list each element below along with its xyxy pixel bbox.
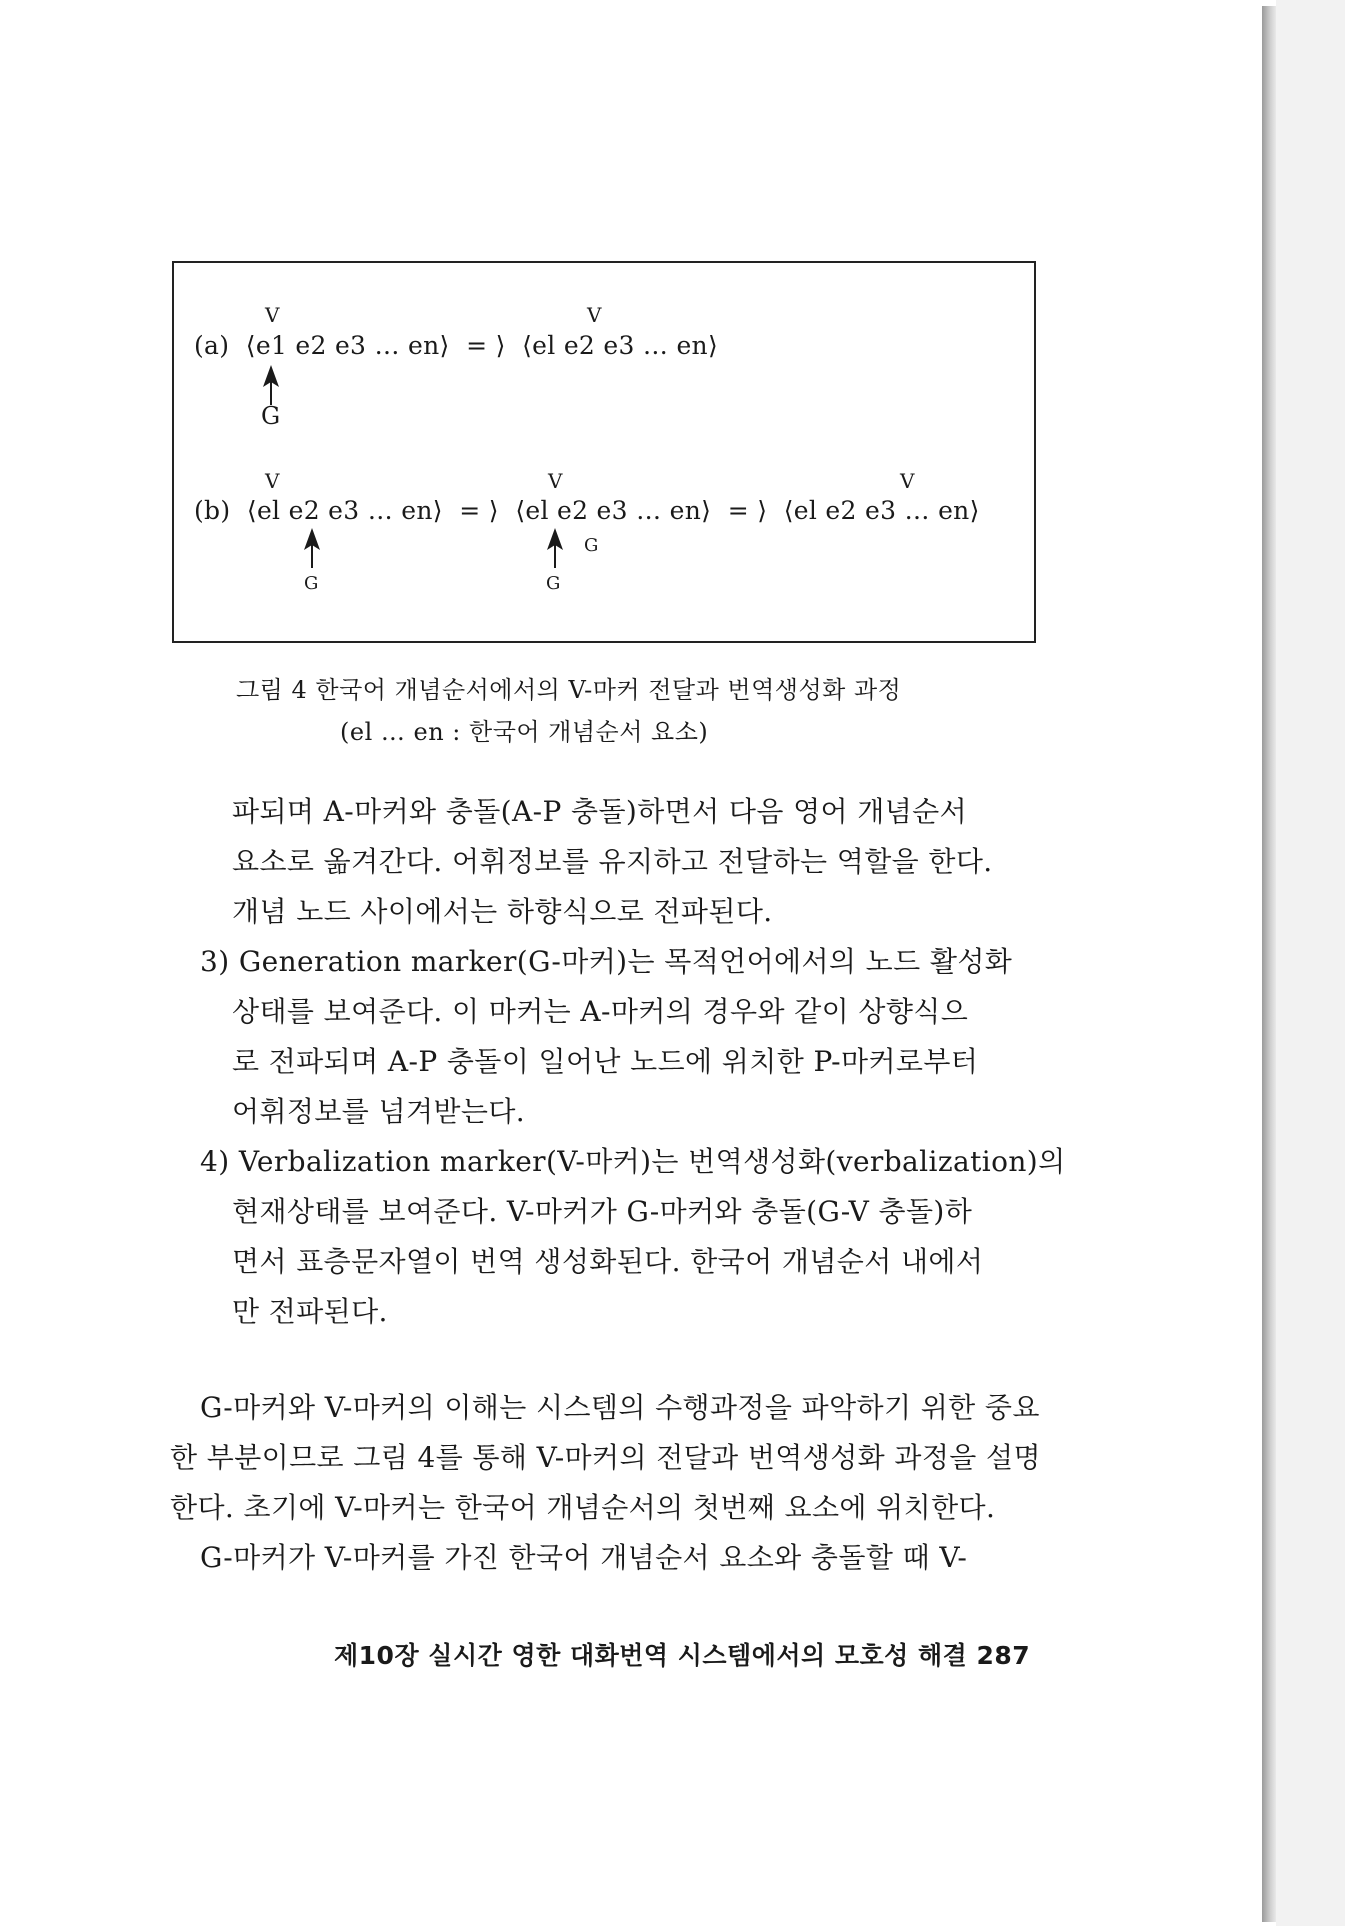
background-margin [1276, 0, 1345, 1926]
page-edge [1262, 6, 1276, 1922]
body-line: 만 전파된다. [232, 1295, 388, 1328]
arrow-up-icon [263, 365, 279, 405]
figure-4-box [172, 261, 1036, 643]
g-marker-a1: G [261, 402, 281, 430]
figure-caption-sub: (el … en : 한국어 개념순서 요소) [340, 718, 709, 746]
list-item-4: 4) Verbalization marker(V-마커)는 번역생성화(verbalization)의 [200, 1145, 1066, 1178]
v-marker-b2: V [548, 469, 563, 493]
v-marker-b3: V [900, 469, 915, 493]
body-line: 면서 표층문자열이 번역 생성화된다. 한국어 개념순서 내에서 [232, 1245, 984, 1278]
v-marker-b1: V [265, 469, 280, 493]
body-line: 어휘정보를 넘겨받는다. [232, 1095, 526, 1128]
g-marker-b1: G [304, 573, 319, 594]
figure-row-b: (b) ⟨el e2 e3 … en⟩ = ⟩ ⟨el e2 e3 … en⟩ = ⟩ ⟨el e2 e3 … en⟩ [194, 496, 980, 525]
paragraph-line: G-마커가 V-마커를 가진 한국어 개념순서 요소와 충돌할 때 V- [200, 1541, 968, 1574]
figure-caption: 그림 4 한국어 개념순서에서의 V-마커 전달과 번역생성화 과정 [236, 676, 902, 704]
arrow-up-icon [304, 528, 320, 568]
list-item-3: 3) Generation marker(G-마커)는 목적언어에서의 노드 활성화 [200, 945, 1013, 978]
g-marker-b2: G [546, 573, 561, 594]
body-line: 파되며 A-마커와 충돌(A-P 충돌)하면서 다음 영어 개념순서 [232, 795, 968, 828]
v-marker-a1: V [265, 303, 280, 327]
body-line: 개념 노드 사이에서는 하향식으로 전파된다. [232, 895, 773, 928]
page-footer: 제10장 실시간 영한 대화번역 시스템에서의 모호성 해결 287 [334, 1641, 1031, 1670]
paragraph-line: 한 부분이므로 그림 4를 통해 V-마커의 전달과 번역생성화 과정을 설명 [170, 1441, 1041, 1474]
figure-row-a: (a) ⟨e1 e2 e3 … en⟩ = ⟩ ⟨el e2 e3 … en⟩ [194, 331, 719, 360]
body-line: 현재상태를 보여준다. V-마커가 G-마커와 충돌(G-V 충돌)하 [232, 1195, 973, 1228]
arrow-up-icon [547, 528, 563, 568]
v-marker-a2: V [587, 303, 602, 327]
paragraph-line: G-마커와 V-마커의 이해는 시스템의 수행과정을 파악하기 위한 중요 [200, 1391, 1040, 1424]
paragraph-line: 한다. 초기에 V-마커는 한국어 개념순서의 첫번째 요소에 위치한다. [170, 1491, 996, 1524]
body-line: 로 전파되며 A-P 충돌이 일어난 노드에 위치한 P-마커로부터 [232, 1045, 979, 1078]
g-marker-b3: G [584, 535, 599, 556]
body-line: 요소로 옮겨간다. 어휘정보를 유지하고 전달하는 역할을 한다. [232, 845, 993, 878]
body-line: 상태를 보여준다. 이 마커는 A-마커의 경우와 같이 상향식으 [232, 995, 969, 1028]
